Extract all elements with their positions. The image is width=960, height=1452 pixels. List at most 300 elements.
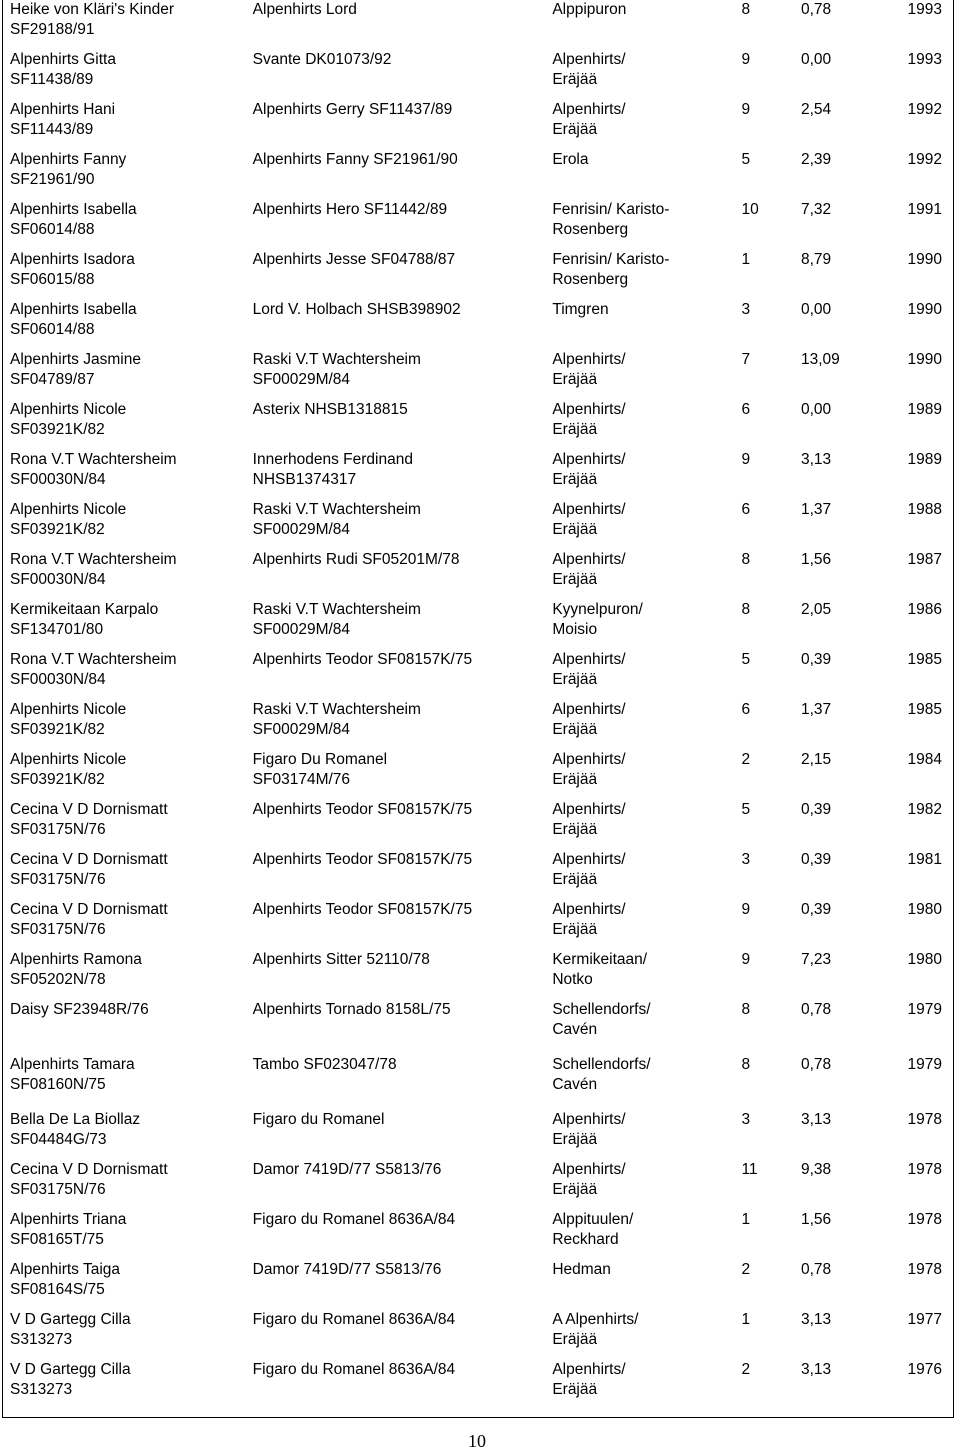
mother-cell bbox=[4, 650, 253, 700]
kennel-cell bbox=[552, 1310, 741, 1360]
count-cell: 8 bbox=[741, 1, 751, 18]
kennel-line: Eräjää bbox=[552, 921, 598, 938]
table-body bbox=[4, 0, 954, 1410]
mother-line: Alpenhirts Triana bbox=[10, 1211, 127, 1228]
coi-cell: 1,37 bbox=[800, 701, 832, 718]
kennel-line: Alpenhirts/ bbox=[552, 651, 626, 668]
mother-line: Heike von Kläri's Kinder bbox=[10, 1, 175, 18]
mother-line: Cecina V D Dornismatt bbox=[10, 1161, 168, 1178]
kennel-line: Alpenhirts/ bbox=[552, 101, 626, 118]
father-cell bbox=[253, 850, 553, 900]
father-cell bbox=[253, 1310, 553, 1360]
mother-line: SF11443/89 bbox=[10, 121, 94, 138]
mother-line: SF03175N/76 bbox=[10, 921, 106, 938]
kennel-cell bbox=[552, 50, 741, 100]
kennel-cell bbox=[552, 1000, 741, 1055]
table-row bbox=[4, 0, 954, 50]
count-cell: 1 bbox=[741, 251, 751, 268]
father-cell bbox=[253, 150, 553, 200]
mother-cell bbox=[4, 250, 253, 300]
kennel-line: Timgren bbox=[552, 301, 609, 318]
coi-cell: 3,13 bbox=[800, 1111, 832, 1128]
coi-cell: 0,00 bbox=[800, 301, 832, 318]
kennel-line: Eräjää bbox=[552, 721, 598, 738]
mother-cell bbox=[4, 350, 253, 400]
kennel-cell bbox=[552, 1110, 741, 1160]
father-cell bbox=[253, 1000, 553, 1055]
kennel-line: Alppituulen/ bbox=[552, 1211, 634, 1228]
father-line: SF00029M/84 bbox=[252, 721, 351, 738]
kennel-line: Rosenberg bbox=[552, 221, 629, 238]
table-row bbox=[4, 800, 954, 850]
mother-cell bbox=[4, 800, 253, 850]
father-line: Alpenhirts Hero SF11442/89 bbox=[252, 201, 448, 218]
father-line: Alpenhirts Sitter 52110/78 bbox=[252, 951, 430, 968]
count-cell: 3 bbox=[741, 851, 751, 868]
table-row bbox=[4, 200, 954, 250]
father-cell bbox=[253, 250, 553, 300]
kennel-line: Eräjää bbox=[552, 521, 598, 538]
coi-cell: 1,56 bbox=[800, 1211, 832, 1228]
table-row bbox=[4, 650, 954, 700]
count-cell: 5 bbox=[741, 651, 751, 668]
kennel-line: Eräjää bbox=[552, 821, 598, 838]
kennel-line: Alpenhirts/ bbox=[552, 551, 626, 568]
mother-cell bbox=[4, 1310, 253, 1360]
year-cell: 1993 bbox=[907, 1, 942, 18]
table-row bbox=[4, 750, 954, 800]
father-line: Alpenhirts Teodor SF08157K/75 bbox=[252, 901, 473, 918]
mother-line: Alpenhirts Taiga bbox=[10, 1261, 121, 1278]
year-cell: 1980 bbox=[907, 901, 942, 918]
year-cell: 1986 bbox=[907, 601, 942, 618]
father-line: SF00029M/84 bbox=[252, 521, 351, 538]
mother-cell bbox=[4, 500, 253, 550]
kennel-cell bbox=[552, 900, 741, 950]
father-cell bbox=[253, 1360, 553, 1410]
coi-cell: 1,56 bbox=[800, 551, 832, 568]
year-cell: 1979 bbox=[907, 1056, 942, 1073]
year-cell: 1992 bbox=[907, 101, 942, 118]
table-row bbox=[4, 700, 954, 750]
kennel-line: Hedman bbox=[552, 1261, 611, 1278]
mother-line: SF04484G/73 bbox=[10, 1131, 107, 1148]
mother-line: Alpenhirts Jasmine bbox=[10, 351, 141, 368]
kennel-cell bbox=[552, 400, 741, 450]
table-row bbox=[4, 1160, 954, 1210]
kennel-cell bbox=[552, 750, 741, 800]
count-cell: 8 bbox=[741, 601, 751, 618]
count-cell: 2 bbox=[741, 1361, 751, 1378]
father-cell bbox=[253, 700, 553, 750]
mother-cell bbox=[4, 1055, 253, 1110]
coi-cell: 7,23 bbox=[800, 951, 832, 968]
father-line: Damor 7419D/77 S5813/76 bbox=[252, 1161, 442, 1178]
kennel-line: Eräjää bbox=[552, 571, 598, 588]
mother-line: S313273 bbox=[10, 1331, 73, 1348]
mother-line: SF03921K/82 bbox=[10, 771, 105, 788]
kennel-line: Alpenhirts/ bbox=[552, 901, 626, 918]
mother-cell bbox=[4, 1210, 253, 1260]
mother-cell bbox=[4, 550, 253, 600]
kennel-line: Eräjää bbox=[552, 1331, 598, 1348]
kennel-line: Reckhard bbox=[552, 1231, 619, 1248]
mother-cell bbox=[4, 1360, 253, 1410]
count-cell: 8 bbox=[741, 551, 751, 568]
father-line: Alpenhirts Teodor SF08157K/75 bbox=[252, 851, 473, 868]
year-cell: 1989 bbox=[907, 401, 942, 418]
kennel-line: Notko bbox=[552, 971, 593, 988]
kennel-line: Alpenhirts/ bbox=[552, 1161, 626, 1178]
kennel-cell bbox=[552, 200, 741, 250]
kennel-line: Alpenhirts/ bbox=[552, 1361, 626, 1378]
kennel-cell bbox=[552, 450, 741, 500]
table-row bbox=[4, 1000, 954, 1055]
table-row bbox=[4, 400, 954, 450]
count-cell: 8 bbox=[741, 1001, 751, 1018]
father-cell bbox=[253, 900, 553, 950]
count-cell: 3 bbox=[741, 301, 751, 318]
count-cell: 6 bbox=[741, 701, 751, 718]
mother-line: SF03175N/76 bbox=[10, 871, 106, 888]
coi-cell: 0,39 bbox=[800, 801, 832, 818]
father-cell bbox=[253, 950, 553, 1000]
kennel-cell bbox=[552, 150, 741, 200]
mother-cell bbox=[4, 1000, 253, 1055]
count-cell: 2 bbox=[741, 751, 751, 768]
coi-cell: 3,13 bbox=[800, 1361, 832, 1378]
year-cell: 1977 bbox=[907, 1311, 942, 1328]
kennel-line: Kyynelpuron/ bbox=[552, 601, 643, 618]
father-line: Lord V. Holbach SHSB398902 bbox=[252, 301, 461, 318]
kennel-cell bbox=[552, 250, 741, 300]
table-row bbox=[4, 1260, 954, 1310]
count-cell: 6 bbox=[741, 401, 751, 418]
father-line: Figaro Du Romanel bbox=[252, 751, 388, 768]
table-row bbox=[4, 250, 954, 300]
mother-line: SF00030N/84 bbox=[10, 471, 106, 488]
table-row bbox=[4, 1310, 954, 1360]
mother-line: SF00030N/84 bbox=[10, 571, 106, 588]
table-row bbox=[4, 450, 954, 500]
father-line: SF03174M/76 bbox=[252, 771, 351, 788]
father-cell bbox=[253, 600, 553, 650]
kennel-line: Eräjää bbox=[552, 121, 598, 138]
father-line: Alpenhirts Rudi SF05201M/78 bbox=[252, 551, 460, 568]
mother-line: Alpenhirts Nicole bbox=[10, 701, 127, 718]
kennel-line: Alpenhirts/ bbox=[552, 501, 626, 518]
mother-cell bbox=[4, 950, 253, 1000]
mother-line: SF03921K/82 bbox=[10, 521, 105, 538]
mother-line: SF29188/91 bbox=[10, 21, 95, 38]
table-row bbox=[4, 300, 954, 350]
father-line: Asterix NHSB1318815 bbox=[252, 401, 408, 418]
count-cell: 11 bbox=[741, 1161, 758, 1178]
mother-line: SF134701/80 bbox=[10, 621, 104, 638]
kennel-line: Alpenhirts/ bbox=[552, 1111, 626, 1128]
coi-cell: 0,78 bbox=[800, 1, 832, 18]
kennel-line: Eräjää bbox=[552, 371, 598, 388]
mother-cell bbox=[4, 1110, 253, 1160]
father-line: Alpenhirts Tornado 8158L/75 bbox=[252, 1001, 451, 1018]
kennel-cell bbox=[552, 1260, 741, 1310]
table-row bbox=[4, 100, 954, 150]
mother-line: SF06014/88 bbox=[10, 321, 95, 338]
mother-line: Alpenhirts Nicole bbox=[10, 501, 127, 518]
mother-line: SF03921K/82 bbox=[10, 721, 105, 738]
kennel-line: A Alpenhirts/ bbox=[552, 1311, 639, 1328]
kennel-cell bbox=[552, 1160, 741, 1210]
coi-cell: 7,32 bbox=[800, 201, 832, 218]
kennel-line: Rosenberg bbox=[552, 271, 629, 288]
father-cell bbox=[253, 450, 553, 500]
mother-line: SF03175N/76 bbox=[10, 1181, 106, 1198]
coi-cell: 0,78 bbox=[800, 1261, 832, 1278]
coi-cell: 0,39 bbox=[800, 851, 832, 868]
kennel-cell bbox=[552, 550, 741, 600]
mother-line: SF04789/87 bbox=[10, 371, 95, 388]
father-line: Raski V.T Wachtersheim bbox=[252, 501, 421, 518]
mother-cell bbox=[4, 400, 253, 450]
mother-line: Alpenhirts Nicole bbox=[10, 401, 127, 418]
mother-line: Alpenhirts Fanny bbox=[10, 151, 127, 168]
coi-cell: 0,00 bbox=[800, 401, 832, 418]
count-cell: 1 bbox=[741, 1211, 751, 1228]
mother-cell bbox=[4, 900, 253, 950]
page-number: 10 bbox=[468, 1431, 486, 1451]
kennel-line: Alpenhirts/ bbox=[552, 701, 626, 718]
mother-line: Alpenhirts Hani bbox=[10, 101, 116, 118]
year-cell: 1990 bbox=[907, 301, 942, 318]
year-cell: 1990 bbox=[907, 351, 942, 368]
father-line: NHSB1374317 bbox=[252, 471, 357, 488]
father-cell bbox=[253, 1210, 553, 1260]
mother-line: SF08160N/75 bbox=[10, 1076, 106, 1093]
year-cell: 1989 bbox=[907, 451, 942, 468]
father-cell bbox=[253, 100, 553, 150]
father-cell bbox=[253, 750, 553, 800]
count-cell: 3 bbox=[741, 1111, 751, 1128]
mother-line: V D Gartegg Cilla bbox=[10, 1361, 131, 1378]
year-cell: 1982 bbox=[907, 801, 942, 818]
count-cell: 6 bbox=[741, 501, 751, 518]
coi-cell: 0,78 bbox=[800, 1001, 832, 1018]
coi-cell: 2,39 bbox=[800, 151, 832, 168]
mother-line: Rona V.T Wachtersheim bbox=[10, 551, 177, 568]
kennel-line: Alpenhirts/ bbox=[552, 751, 626, 768]
mother-cell bbox=[4, 300, 253, 350]
coi-cell: 8,79 bbox=[800, 251, 832, 268]
kennel-cell bbox=[552, 950, 741, 1000]
mother-line: Cecina V D Dornismatt bbox=[10, 801, 168, 818]
coi-cell: 2,54 bbox=[800, 101, 832, 118]
coi-cell: 0,78 bbox=[800, 1056, 832, 1073]
mother-cell bbox=[4, 100, 253, 150]
kennel-line: Kermikeitaan/ bbox=[552, 951, 648, 968]
father-line: Figaro du Romanel bbox=[252, 1111, 385, 1128]
father-cell bbox=[253, 650, 553, 700]
kennel-cell bbox=[552, 700, 741, 750]
kennel-line: Alppipuron bbox=[552, 1, 627, 18]
year-cell: 1978 bbox=[907, 1111, 942, 1128]
father-cell bbox=[253, 300, 553, 350]
kennel-line: Eräjää bbox=[552, 671, 598, 688]
kennel-line: Fenrisin/ Karisto- bbox=[552, 251, 670, 268]
table-row bbox=[4, 1210, 954, 1260]
father-cell bbox=[253, 50, 553, 100]
father-line: Alpenhirts Teodor SF08157K/75 bbox=[252, 801, 473, 818]
mother-line: Alpenhirts Isabella bbox=[10, 201, 137, 218]
coi-cell: 13,09 bbox=[800, 351, 840, 368]
mother-cell bbox=[4, 600, 253, 650]
coi-cell: 2,15 bbox=[800, 751, 832, 768]
mother-line: SF03921K/82 bbox=[10, 421, 105, 438]
kennel-line: Alpenhirts/ bbox=[552, 451, 626, 468]
year-cell: 1993 bbox=[907, 51, 942, 68]
kennel-cell bbox=[552, 500, 741, 550]
father-line: Alpenhirts Jesse SF04788/87 bbox=[252, 251, 456, 268]
year-cell: 1990 bbox=[907, 251, 942, 268]
mother-cell bbox=[4, 150, 253, 200]
mother-line: SF06014/88 bbox=[10, 221, 95, 238]
count-cell: 7 bbox=[741, 351, 751, 368]
count-cell: 2 bbox=[741, 1261, 751, 1278]
mother-cell bbox=[4, 850, 253, 900]
mother-cell bbox=[4, 0, 253, 50]
father-cell bbox=[253, 800, 553, 850]
kennel-line: Eräjää bbox=[552, 871, 598, 888]
count-cell: 1 bbox=[741, 1311, 751, 1328]
coi-cell: 9,38 bbox=[800, 1161, 832, 1178]
mother-line: Alpenhirts Gitta bbox=[10, 51, 116, 68]
kennel-cell bbox=[552, 650, 741, 700]
kennel-cell bbox=[552, 600, 741, 650]
mother-line: SF21961/90 bbox=[10, 171, 95, 188]
mother-line: SF05202N/78 bbox=[10, 971, 106, 988]
father-cell bbox=[253, 400, 553, 450]
coi-cell: 3,13 bbox=[800, 1311, 832, 1328]
kennel-line: Eräjää bbox=[552, 1181, 598, 1198]
count-cell: 9 bbox=[741, 451, 751, 468]
year-cell: 1985 bbox=[907, 701, 942, 718]
kennel-cell bbox=[552, 100, 741, 150]
year-cell: 1984 bbox=[907, 751, 942, 768]
father-line: Figaro du Romanel 8636A/84 bbox=[252, 1361, 456, 1378]
kennel-line: Eräjää bbox=[552, 421, 598, 438]
coi-cell: 0,00 bbox=[800, 51, 832, 68]
count-cell: 9 bbox=[741, 101, 751, 118]
mother-line: SF03175N/76 bbox=[10, 821, 106, 838]
mother-line: Kermikeitaan Karpalo bbox=[10, 601, 159, 618]
father-cell bbox=[253, 1055, 553, 1110]
father-line: Raski V.T Wachtersheim bbox=[252, 351, 421, 368]
year-cell: 1978 bbox=[907, 1261, 942, 1278]
mother-line: V D Gartegg Cilla bbox=[10, 1311, 131, 1328]
mother-cell bbox=[4, 1160, 253, 1210]
count-cell: 9 bbox=[741, 901, 751, 918]
table-row bbox=[4, 1110, 954, 1160]
year-cell: 1978 bbox=[907, 1161, 942, 1178]
kennel-cell bbox=[552, 800, 741, 850]
table-row bbox=[4, 1055, 954, 1110]
father-cell bbox=[253, 1260, 553, 1310]
kennel-line: Erola bbox=[552, 151, 589, 168]
kennel-line: Schellendorfs/ bbox=[552, 1056, 651, 1073]
mother-line: Daisy SF23948R/76 bbox=[10, 1001, 149, 1018]
mother-line: S313273 bbox=[10, 1381, 73, 1398]
coi-cell: 2,05 bbox=[800, 601, 832, 618]
mother-cell bbox=[4, 750, 253, 800]
mother-line: Alpenhirts Tamara bbox=[10, 1056, 135, 1073]
mother-cell bbox=[4, 700, 253, 750]
father-cell bbox=[253, 350, 553, 400]
father-line: Alpenhirts Fanny SF21961/90 bbox=[252, 151, 458, 168]
table-row bbox=[4, 150, 954, 200]
father-line: Raski V.T Wachtersheim bbox=[252, 601, 421, 618]
table-row bbox=[4, 50, 954, 100]
coi-cell: 0,39 bbox=[800, 901, 832, 918]
mother-cell bbox=[4, 1260, 253, 1310]
table-row bbox=[4, 550, 954, 600]
mother-line: SF11438/89 bbox=[10, 71, 94, 88]
kennel-line: Moisio bbox=[552, 621, 598, 638]
father-line: Tambo SF023047/78 bbox=[252, 1056, 397, 1073]
father-cell bbox=[253, 1110, 553, 1160]
kennel-line: Alpenhirts/ bbox=[552, 801, 626, 818]
count-cell: 9 bbox=[741, 951, 751, 968]
mother-cell bbox=[4, 200, 253, 250]
father-line: Figaro du Romanel 8636A/84 bbox=[252, 1311, 456, 1328]
mother-line: SF08164S/75 bbox=[10, 1281, 105, 1298]
mother-line: Alpenhirts Isabella bbox=[10, 301, 137, 318]
kennel-cell bbox=[552, 1210, 741, 1260]
table-row bbox=[4, 350, 954, 400]
table-row bbox=[4, 850, 954, 900]
year-cell: 1991 bbox=[907, 201, 942, 218]
count-cell: 8 bbox=[741, 1056, 751, 1073]
table-row bbox=[4, 600, 954, 650]
year-cell: 1987 bbox=[907, 551, 942, 568]
father-line: Raski V.T Wachtersheim bbox=[252, 701, 421, 718]
kennel-line: Eräjää bbox=[552, 1381, 598, 1398]
year-cell: 1981 bbox=[907, 851, 942, 868]
father-cell bbox=[253, 200, 553, 250]
mother-line: Alpenhirts Nicole bbox=[10, 751, 127, 768]
mother-line: SF08165T/75 bbox=[10, 1231, 104, 1248]
kennel-line: Cavén bbox=[552, 1021, 598, 1038]
count-cell: 9 bbox=[741, 51, 751, 68]
mother-line: Cecina V D Dornismatt bbox=[10, 851, 168, 868]
kennel-line: Fenrisin/ Karisto- bbox=[552, 201, 670, 218]
table-row bbox=[4, 1360, 954, 1410]
count-cell: 5 bbox=[741, 801, 751, 818]
kennel-cell bbox=[552, 0, 741, 50]
mother-line: Alpenhirts Ramona bbox=[10, 951, 142, 968]
year-cell: 1980 bbox=[907, 951, 942, 968]
mother-line: Alpenhirts Isadora bbox=[10, 251, 135, 268]
father-line: SF00029M/84 bbox=[252, 371, 351, 388]
father-cell bbox=[253, 500, 553, 550]
kennel-line: Eräjää bbox=[552, 471, 598, 488]
mother-line: Cecina V D Dornismatt bbox=[10, 901, 168, 918]
mother-cell bbox=[4, 50, 253, 100]
table-row bbox=[4, 500, 954, 550]
kennel-cell bbox=[552, 1360, 741, 1410]
mother-line: SF06015/88 bbox=[10, 271, 95, 288]
kennel-line: Alpenhirts/ bbox=[552, 851, 626, 868]
father-line: Innerhodens Ferdinand bbox=[252, 451, 413, 468]
year-cell: 1985 bbox=[907, 651, 942, 668]
